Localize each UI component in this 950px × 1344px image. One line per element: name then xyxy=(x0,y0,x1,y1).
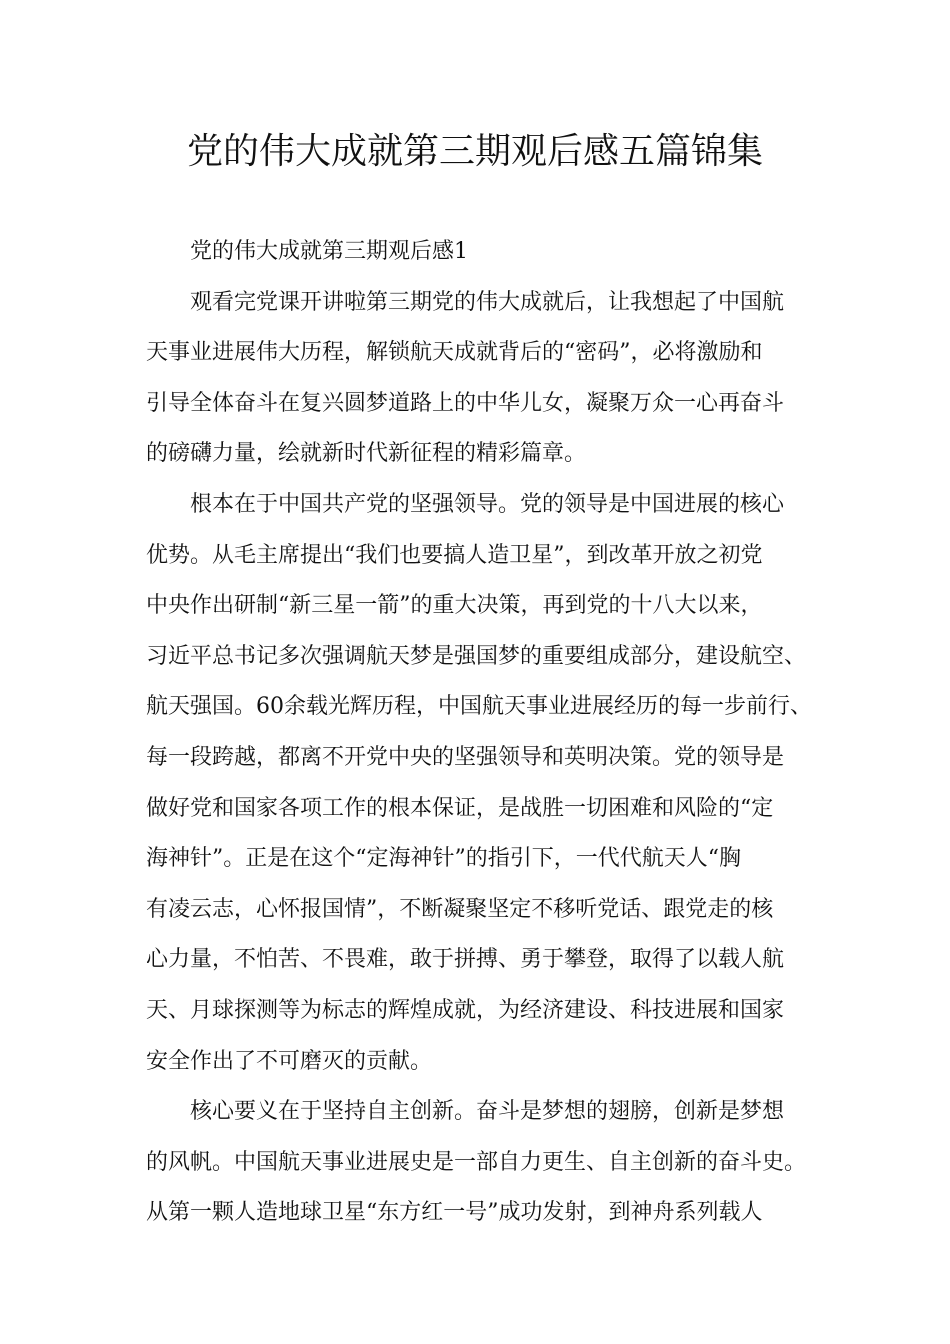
text-line: 海神针”。正是在这个“定海神针”的指引下，一代代航天人“胸 xyxy=(146,846,741,872)
text-line: 航天强国。60余载光辉历程，中国航天事业进展经历的每一步前行、 xyxy=(146,694,812,720)
text-line: 习近平总书记多次强调航天梦是强国梦的重要组成部分，建设航空、 xyxy=(146,643,807,669)
text-line: 的磅礴力量，绘就新时代新征程的精彩篇章。 xyxy=(146,441,587,467)
text-line: 中央作出研制“新三星一箭”的重大决策，再到党的十八大以来， xyxy=(146,593,763,619)
text-line: 心力量，不怕苦、不畏难，敢于拼搏、勇于攀登，取得了以载人航 xyxy=(146,947,785,973)
document-body xyxy=(146,234,822,1246)
text-line: 观看完党课开讲啦第三期党的伟大成就后，让我想起了中国航 xyxy=(190,289,785,315)
text-line: 从第一颗人造地球卫星“东方红一号”成功发射，到神舟系列载人 xyxy=(146,1200,763,1226)
text-line: 有凌云志，心怀报国情”，不断凝聚坚定不移听党话、跟党走的核 xyxy=(146,896,774,922)
text-line: 核心要义在于坚持自主创新。奋斗是梦想的翅膀，创新是梦想 xyxy=(190,1099,785,1125)
text-line: 根本在于中国共产党的坚强领导。党的领导是中国进展的核心 xyxy=(190,491,785,517)
document-title: 党的伟大成就第三期观后感五篇锦集 xyxy=(186,131,763,172)
text-line: 天、月球探测等为标志的辉煌成就，为经济建设、科技进展和国家 xyxy=(146,997,785,1023)
text-line: 天事业进展伟大历程，解锁航天成就背后的“密码”，必将激励和 xyxy=(146,340,763,366)
text-line: 党的伟大成就第三期观后感1 xyxy=(190,239,468,264)
text-line: 做好党和国家各项工作的根本保证，是战胜一切困难和风险的“定 xyxy=(146,795,774,821)
text-line: 的风帆。中国航天事业进展史是一部自力更生、自主创新的奋斗史。 xyxy=(146,1149,807,1175)
text-line: 安全作出了不可磨灭的贡献。 xyxy=(146,1048,433,1074)
text-line: 引导全体奋斗在复兴圆梦道路上的中华儿女，凝聚万众一心再奋斗 xyxy=(146,390,785,416)
text-line: 每一段跨越，都离不开党中央的坚强领导和英明决策。党的领导是 xyxy=(146,744,785,770)
text-line: 优势。从毛主席提出“我们也要搞人造卫星”，到改革开放之初党 xyxy=(146,542,763,568)
